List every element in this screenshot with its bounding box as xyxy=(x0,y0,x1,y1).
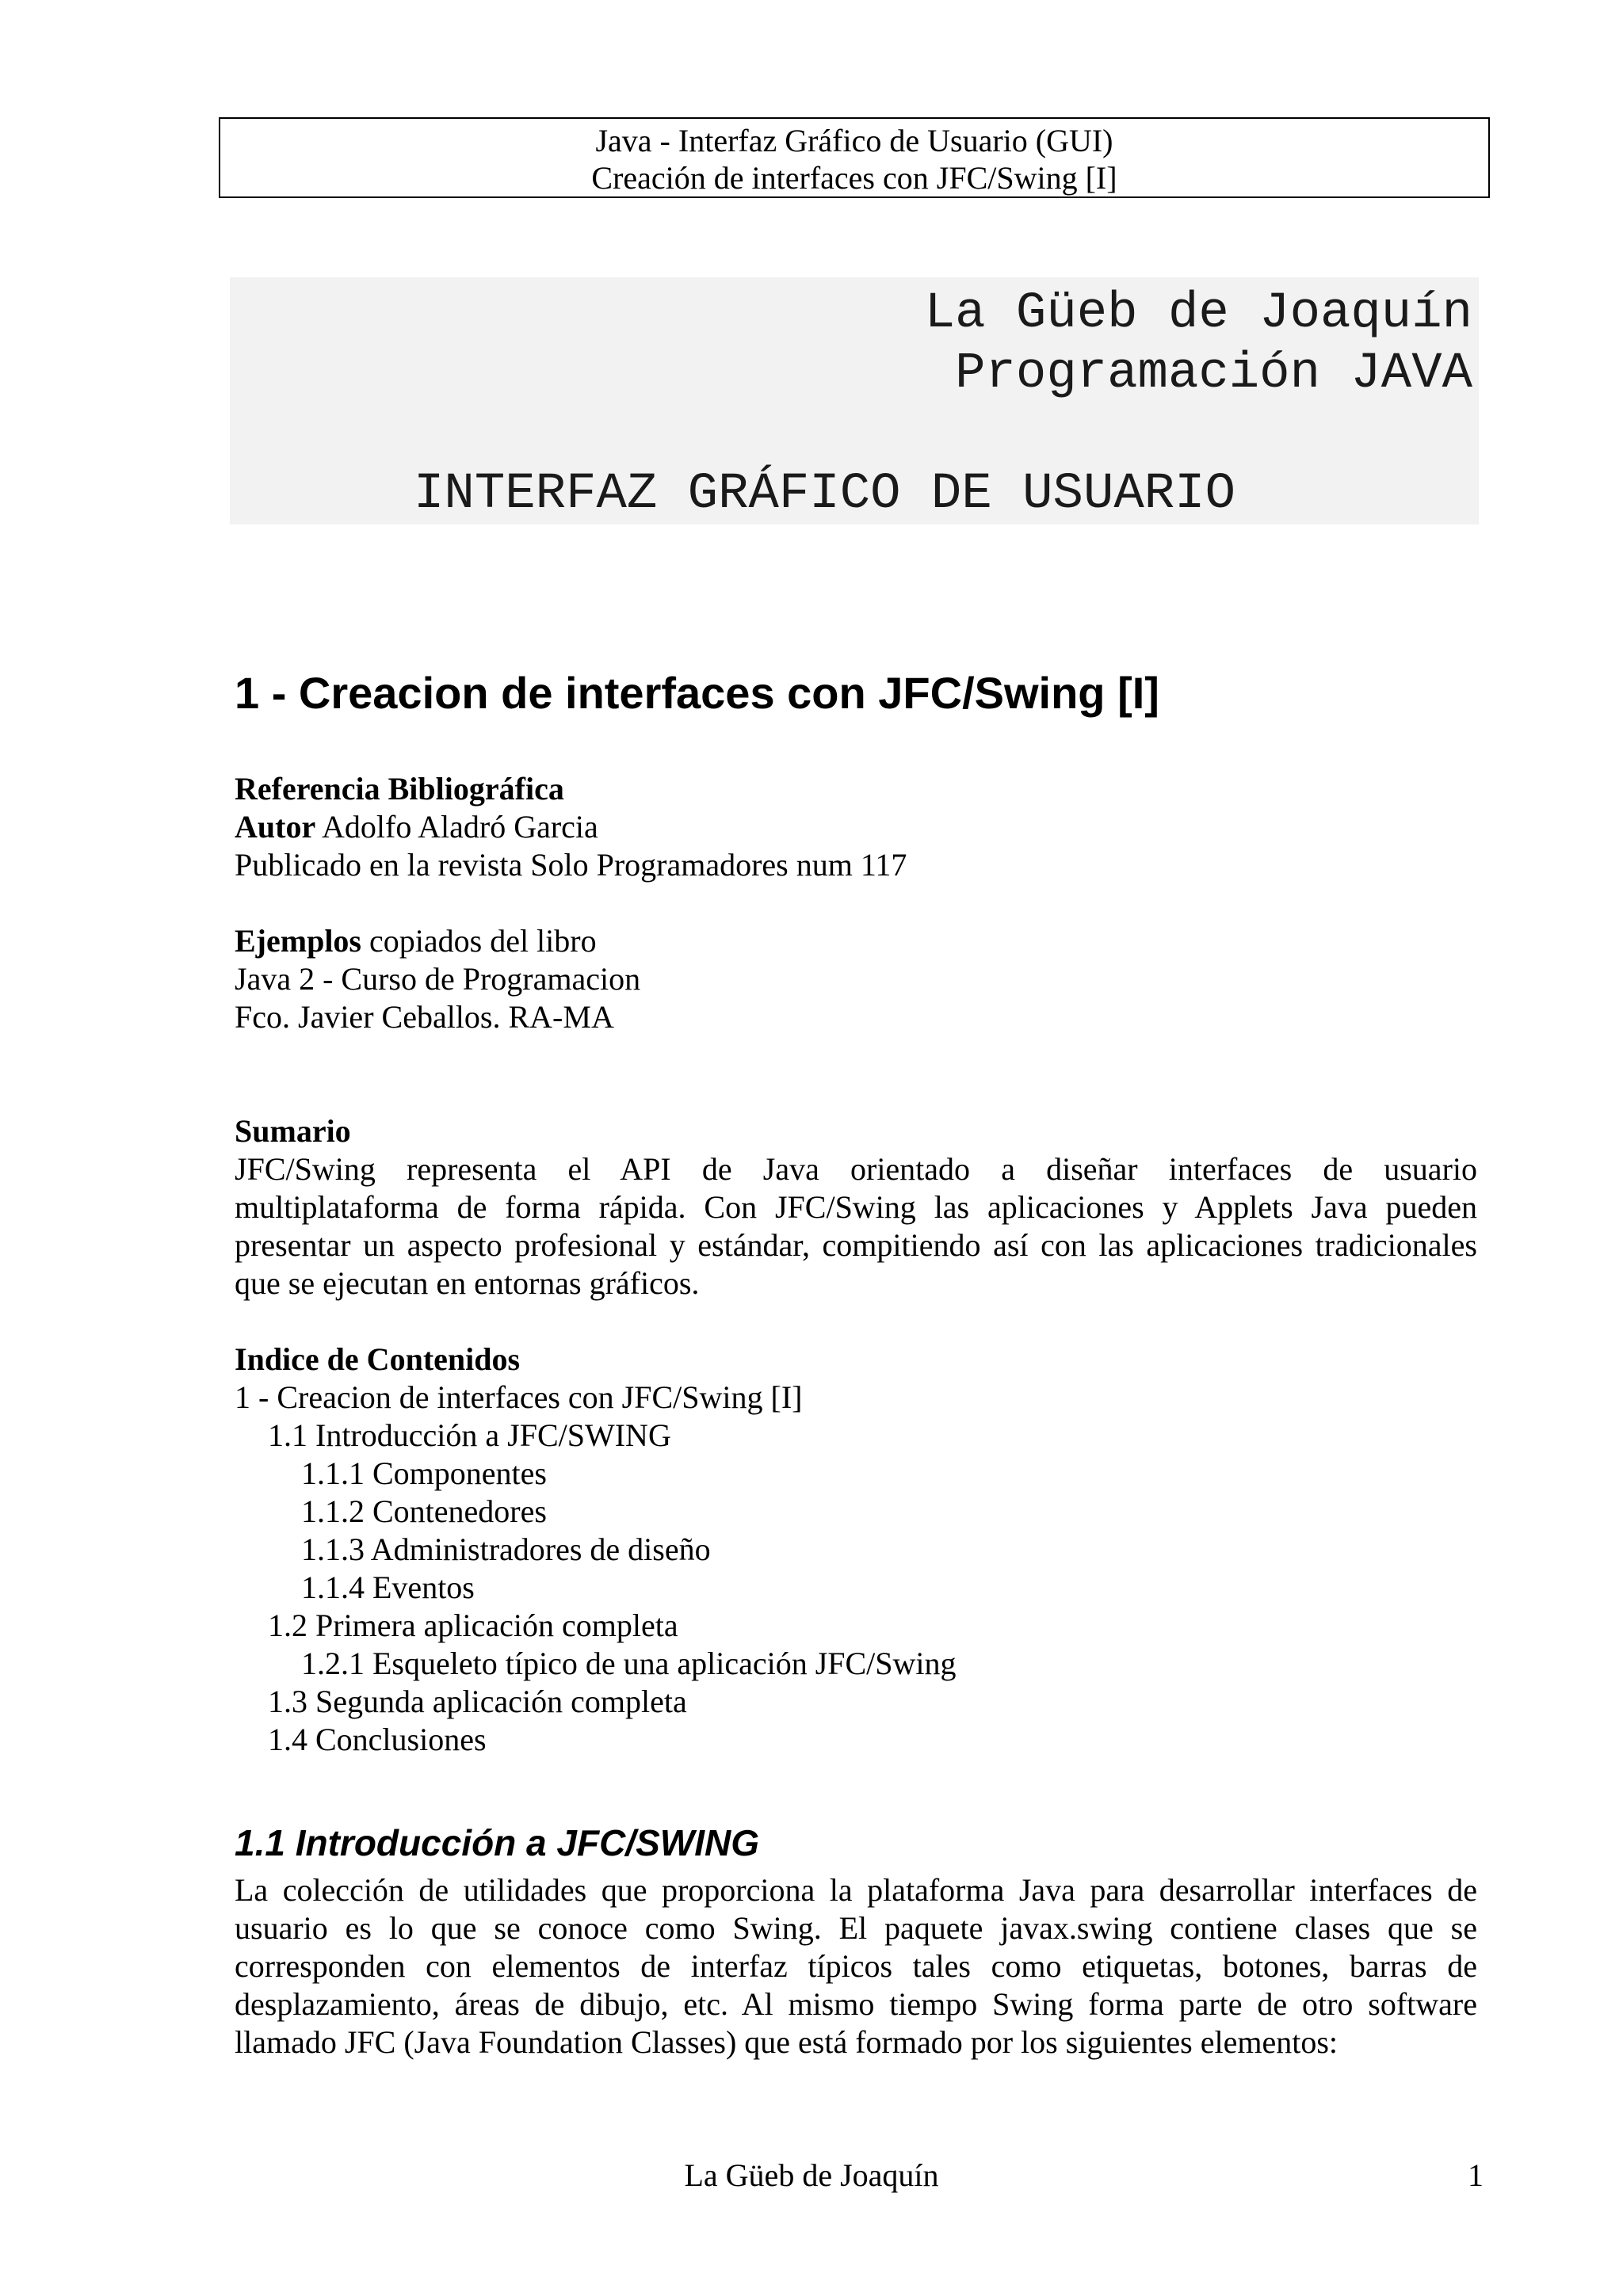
toc-item: 1.2 Primera aplicación completa xyxy=(268,1608,678,1643)
reference-published: Publicado en la revista Solo Programadores num 117 xyxy=(235,847,907,883)
reference-author xyxy=(235,808,1477,846)
footer-page-number: 1 xyxy=(1468,2157,1484,2193)
toc-item: 1 - Creacion de interfaces con JFC/Swing [I] xyxy=(235,1379,803,1415)
examples-block xyxy=(235,922,1477,1036)
toc-item: 1.1.2 Contenedores xyxy=(301,1493,547,1529)
summary-block xyxy=(235,1112,1477,1302)
toc-item: 1.3 Segunda aplicación completa xyxy=(268,1684,687,1719)
intro-last-line: llamado JFC (Java Foundation Classes) que está formado por los siguientes elementos: xyxy=(235,2024,1338,2060)
banner-subject: Programación JAVA xyxy=(955,345,1472,402)
reference-heading: Referencia Bibliográfica xyxy=(235,771,564,807)
section-title-intro: 1.1 Introducción a JFC/SWING xyxy=(235,1822,759,1863)
toc-heading: Indice de Contenidos xyxy=(235,1341,521,1377)
summary-heading: Sumario xyxy=(235,1113,351,1149)
examples-line xyxy=(235,922,1477,960)
toc-item: 1.1.3 Administradores de diseño xyxy=(301,1531,711,1567)
examples-book-author: Fco. Javier Ceballos. RA-MA xyxy=(235,999,614,1035)
intro-line: usuario es lo que se conoce como Swing. El paquete javax.swing contiene clases que se xyxy=(235,1910,1477,1946)
intro-line: La colección de utilidades que proporciona la plataforma Java para desarrollar interfaces de xyxy=(235,1872,1477,1908)
examples-label: Ejemplos xyxy=(235,923,361,959)
running-header-line-1: Java - Interfaz Gráfico de Usuario (GUI) xyxy=(595,123,1113,158)
running-header-line-2: Creación de interfaces con JFC/Swing [I] xyxy=(591,160,1117,196)
table-of-contents xyxy=(235,1341,1477,1759)
toc-item: 1.4 Conclusiones xyxy=(268,1722,487,1757)
examples-rest: copiados del libro xyxy=(361,923,597,959)
toc-item: 1.2.1 Esqueleto típico de una aplicación JFC/Swing xyxy=(301,1646,957,1681)
author-name: Adolfo Aladró Garcia xyxy=(315,809,598,845)
summary-line: multiplataforma de forma rápida. Con JFC/Swing las aplicaciones y Applets Java pueden xyxy=(235,1189,1477,1225)
main-title: 1 - Creacion de interfaces con JFC/Swing [I] xyxy=(235,668,1159,718)
author-label: Autor xyxy=(235,809,316,845)
banner-topic: INTERFAZ GRÁFICO DE USUARIO xyxy=(414,466,1235,523)
reference-block xyxy=(235,770,1477,884)
toc-item: 1.1.4 Eventos xyxy=(301,1569,475,1605)
intro-paragraph xyxy=(235,1871,1477,2061)
title-banner xyxy=(230,277,1479,524)
banner-site-name: La Güeb de Joaquín xyxy=(924,285,1472,342)
summary-last-line: que se ejecutan en entornas gráficos. xyxy=(235,1265,700,1301)
examples-book: Java 2 - Curso de Programacion xyxy=(235,961,641,997)
summary-line: JFC/Swing representa el API de Java orientado a diseñar interfaces de usuario xyxy=(235,1151,1477,1187)
toc-item: 1.1.1 Componentes xyxy=(301,1455,547,1491)
intro-line: corresponden con elementos de interfaz típicos tales como etiquetas, botones, barras de xyxy=(235,1948,1477,1984)
intro-line: desplazamiento, áreas de dibujo, etc. Al mismo tiempo Swing forma parte de otro software xyxy=(235,1986,1477,2022)
running-header xyxy=(219,117,1490,198)
toc-item: 1.1 Introducción a JFC/SWING xyxy=(268,1417,671,1453)
footer-site-name: La Güeb de Joaquín xyxy=(684,2157,939,2193)
summary-line: presentar un aspecto profesional y estándar, compitiendo así con las aplicaciones tradicionales xyxy=(235,1227,1477,1263)
